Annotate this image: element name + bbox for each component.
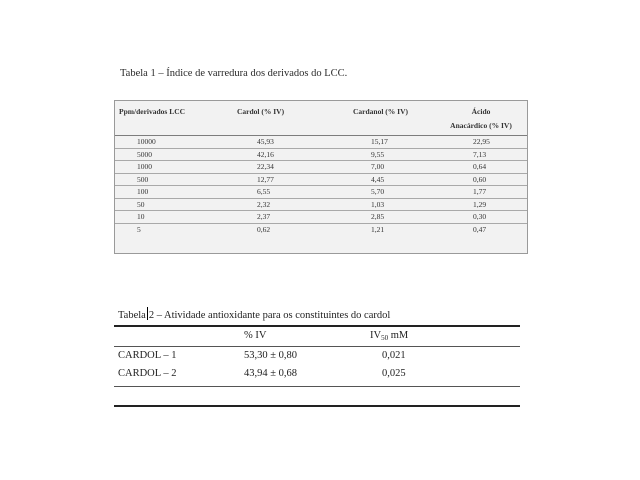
cell-cardanol: 1,21	[371, 224, 385, 234]
cell-cardanol: 1,03	[323, 198, 433, 211]
iv50-unit: mM	[388, 330, 409, 341]
cell-ppm: 5000	[115, 148, 223, 161]
cell-acido: 0,64	[433, 161, 527, 174]
table2-caption	[118, 307, 390, 321]
cell-acido: 1,29	[433, 198, 527, 211]
table1	[115, 101, 527, 235]
cell-cardol: 12,77	[223, 173, 323, 186]
table2-row2-name: CARDOL – 2	[118, 368, 177, 379]
header-cardol: Cardol (% IV)	[223, 101, 323, 136]
cell-cardol: 2,32	[223, 198, 323, 211]
table2-row1-iv50: 0,021	[382, 350, 406, 361]
table2-caption-start: Tabela	[118, 310, 146, 321]
header-ppm: Ppm/derivados LCC	[115, 101, 223, 136]
cell-acido: 7,13	[433, 148, 527, 161]
cell-cardanol: 15,17	[323, 136, 433, 149]
cell-cardanol: 5,70	[323, 186, 433, 199]
cell-acido: 22,95	[433, 136, 527, 149]
table1-image	[114, 100, 528, 254]
header-cardanol: Cardanol (% IV)	[323, 101, 433, 136]
table2-bottom-rule	[114, 405, 520, 407]
table2-top-rule	[114, 325, 520, 327]
cell-acido: 0,30	[433, 211, 527, 224]
table2-row1-name: CARDOL – 1	[118, 350, 177, 361]
table2-body-rule	[114, 386, 520, 387]
cell-cardol: 2,37	[223, 211, 323, 224]
table-row	[115, 148, 527, 161]
cell-ppm: 10	[115, 211, 223, 224]
cell-ppm: 1000	[115, 161, 223, 174]
header-acido	[433, 101, 527, 136]
cell-acido: 0,60	[433, 173, 527, 186]
iv50-subscript: 50	[381, 334, 389, 342]
table2-row1-iv: 53,30 ± 0,80	[244, 350, 298, 361]
table-row	[115, 173, 527, 186]
table-row	[115, 198, 527, 211]
table2-header-iv: % IV	[244, 330, 267, 341]
cell-cardol: 22,34	[223, 161, 323, 174]
table-row	[115, 136, 527, 149]
cell-acido: 0,47	[473, 224, 487, 234]
header-acido-line1: Ácido	[471, 107, 491, 116]
table1-header-row	[115, 101, 527, 136]
cell-acido: 1,77	[433, 186, 527, 199]
cell-cardol: 45,93	[223, 136, 323, 149]
cell-ppm: 50	[115, 198, 223, 211]
table-row	[115, 161, 527, 174]
table2-header-iv50	[370, 330, 408, 342]
cell-cardanol: 4,45	[323, 173, 433, 186]
iv50-main: IV	[370, 330, 382, 341]
cell-cardol: 42,16	[223, 148, 323, 161]
table2-row2-iv: 43,94 ± 0,68	[244, 368, 298, 379]
cell-ppm: 100	[115, 186, 223, 199]
table2-caption-rest: 2 – Atividade antioxidante para os constituintes do cardol	[148, 310, 391, 321]
cell-ppm: 10000	[115, 136, 223, 149]
cell-cardanol: 7,00	[323, 161, 433, 174]
cell-cardanol: 2,85	[323, 211, 433, 224]
table-row	[115, 211, 527, 224]
cell-cardol: 6,55	[223, 186, 323, 199]
cell-ppm: 500	[115, 173, 223, 186]
table1-caption: Tabela 1 – Índice de varredura dos derivados do LCC.	[120, 68, 348, 79]
header-acido-line2: Anacárdico (% IV)	[450, 121, 512, 130]
table2-header-rule	[114, 346, 520, 347]
table-row	[115, 223, 527, 235]
cell-ppm: 5	[137, 224, 141, 234]
cell-cardanol: 9,55	[323, 148, 433, 161]
table-row	[115, 186, 527, 199]
table2-row2-iv50: 0,025	[382, 368, 406, 379]
cell-cardol: 0,62	[257, 224, 271, 234]
text-cursor	[147, 307, 148, 320]
